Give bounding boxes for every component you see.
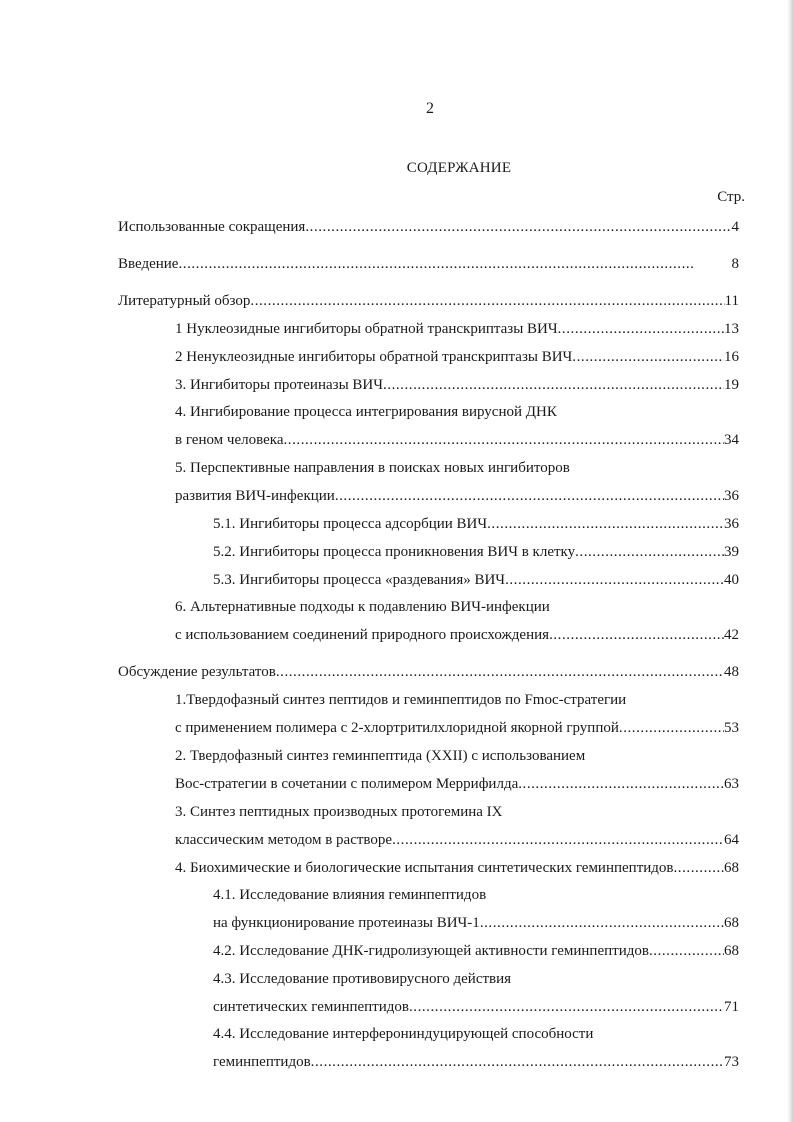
toc-entry-fmoc-line2: с применением полимера с 2-хлортритилхлоридной якорной группой . . . 53 (175, 717, 739, 739)
toc-entry-antiviral-line1: 4.3. Исследование противовирусного действия (213, 971, 512, 987)
page-column-label: Стр. (717, 189, 745, 205)
toc-entry-nrti: 1 Нуклеозидные ингибиторы обратной транскриптазы ВИЧ . . . 13 (175, 318, 739, 340)
toc-entry-boc-line2: Boc-стратегии в сочетании с полимером Меррифилда . . . 63 (175, 773, 739, 795)
toc-entry-biochemical-tests: 4. Биохимические и биологические испытания синтетических геминпептидов . . . 68 (175, 857, 739, 879)
toc-entry-protease-influence-line2: на функционирование протеиназы ВИЧ-1 . . . 68 (213, 912, 739, 934)
toc-entry-interferon-line2: геминпептидов . . . 73 (213, 1051, 739, 1073)
toc-entry-perspectives-line1: 5. Перспективные направления в поисках новых ингибиторов (175, 460, 570, 476)
toc-entry-protease-inhibitors: 3. Ингибиторы протеиназы ВИЧ . . . 19 (175, 374, 739, 396)
toc-entry-protogemin-line1: 3. Синтез пептидных производных протогемина IX (175, 804, 503, 820)
toc-entry-alternatives-line2: с использованием соединений природного происхождения . . . 42 (175, 624, 739, 646)
toc-entry-penetration: 5.2. Ингибиторы процесса проникновения ВИЧ в клетку . . . 39 (213, 541, 739, 563)
toc-entry-fmoc-line1: 1.Твердофазный синтез пептидов и геминпептидов по Fmoc-стратегии (175, 692, 627, 708)
toc-entry-introduction: Введение . . . 8 (118, 253, 739, 275)
toc-entry-discussion: Обсуждение результатов . . . 48 (118, 661, 739, 683)
toc-entry-nnrti: 2 Ненуклеозидные ингибиторы обратной транскриптазы ВИЧ . . . 16 (175, 346, 739, 368)
toc-entry-integration-line1: 4. Ингибирование процесса интегрирования вирусной ДНК (175, 404, 557, 420)
toc-entry-protease-influence-line1: 4.1. Исследование влияния геминпептидов (213, 887, 487, 903)
toc-entry-boc-line1: 2. Твердофазный синтез геминпептида (XXII) с использованием (175, 748, 586, 764)
toc-entry-uncoating: 5.3. Ингибиторы процесса «раздевания» ВИЧ . . . 40 (213, 569, 739, 591)
page-number: 2 (426, 100, 434, 117)
toc-entry-dna-hydrolysis: 4.2. Исследование ДНК-гидролизующей активности геминпептидов . . . 68 (213, 940, 739, 962)
toc-entry-antiviral-line2: синтетических геминпептидов . . . 71 (213, 996, 739, 1018)
toc-entry-alternatives-line1: 6. Альтернативные подходы к подавлению ВИЧ-инфекции (175, 599, 550, 615)
toc-entry-protogemin-line2: классическим методом в растворе . . . 64 (175, 829, 739, 851)
scan-edge-shadow (787, 0, 793, 1122)
toc-entry-perspectives-line2: развития ВИЧ-инфекции . . . 36 (175, 485, 739, 507)
toc-entry-adsorption: 5.1. Ингибиторы процесса адсорбции ВИЧ . . . 36 (213, 513, 739, 535)
toc-entry-abbreviations: Использованные сокращения . . . 4 (118, 216, 739, 238)
toc-entry-interferon-line1: 4.4. Исследование интерферониндуцирующей способности (213, 1026, 594, 1042)
toc-title: СОДЕРЖАНИЕ (406, 160, 512, 176)
toc-entry-integration-line2: в геном человека . . . 34 (175, 429, 739, 451)
toc-entry-literature-review: Литературный обзор . . . 11 (118, 290, 739, 312)
